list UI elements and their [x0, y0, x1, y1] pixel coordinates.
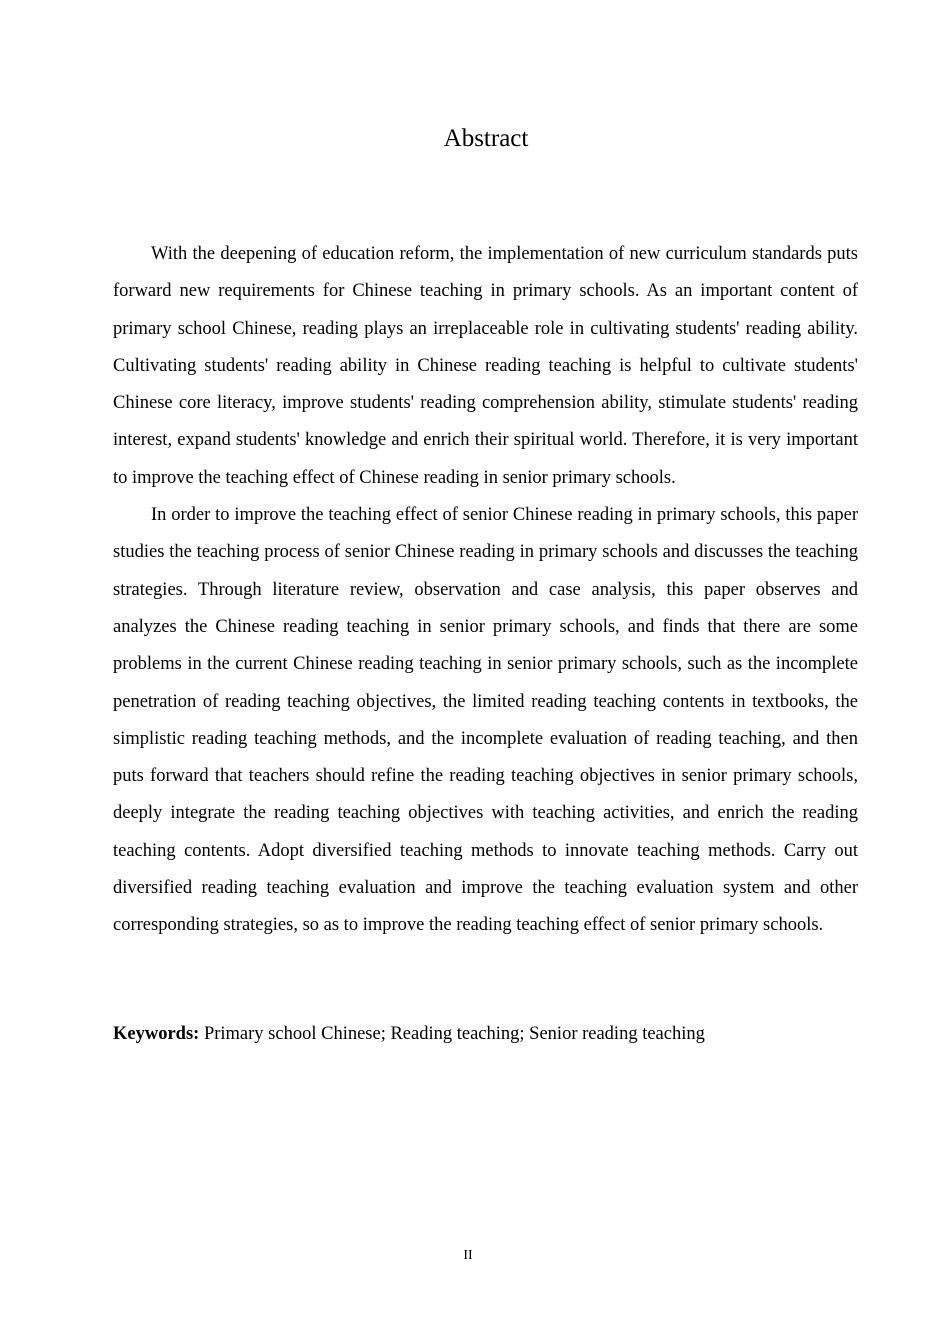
- page-number: II: [463, 1248, 473, 1263]
- abstract-body: [113, 236, 858, 945]
- abstract-title: Abstract: [443, 125, 529, 152]
- keywords-line: [113, 1016, 858, 1053]
- abstract-paragraph-2: In order to improve the teaching effect of senior Chinese reading in primary schools, this paper studies the teaching process of senior Chinese reading in primary schools and discusses the teaching strategies. Through literature review, observation and case analysis, this paper observes and analyzes the Chinese reading teaching in senior primary schools, and finds that there are some problems in the current Chinese reading teaching in senior primary schools, such as the incomplete penetration of reading teaching objectives, the limited reading teaching contents in textbooks, the simplistic reading teaching methods, and the incomplete evaluation of reading teaching, and then puts forward that teachers should refine the reading teaching objectives in senior primary schools, deeply integrate the reading teaching objectives with teaching activities, and enrich the reading teaching contents. Adopt diversified teaching methods to innovate teaching methods. Carry out diversified reading teaching evaluation and improve the teaching evaluation system and other corresponding strategies, so as to improve the reading teaching effect of senior primary schools.: [113, 505, 858, 936]
- keywords-label: Keywords:: [113, 1024, 200, 1044]
- keywords-text: Primary school Chinese; Reading teaching; Senior reading teaching: [199, 1024, 705, 1044]
- abstract-paragraph-1: With the deepening of education reform, the implementation of new curriculum standards puts forward new requirements for Chinese teaching in primary schools. As an important content of primary school Chinese, reading plays an irreplaceable role in cultivating students' reading ability. Cultivating students' reading ability in Chinese reading teaching is helpful to cultivate students' Chinese core literacy, improve students' reading comprehension ability, stimulate students' reading interest, expand students' knowledge and enrich their spiritual world. Therefore, it is very important to improve the teaching effect of Chinese reading in senior primary schools.: [113, 244, 858, 488]
